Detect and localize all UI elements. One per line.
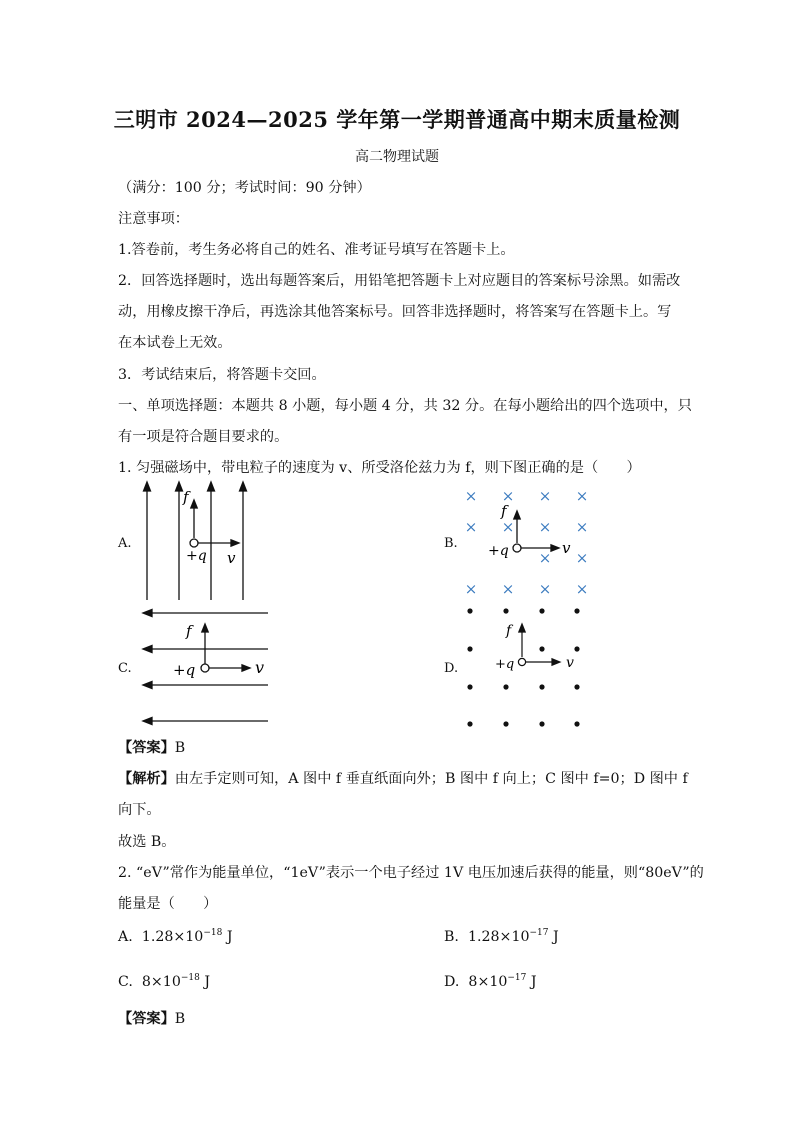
force-arrowhead [191, 500, 197, 508]
question-2-stem-line-1: 2. “eV”常作为能量单位，“1eV”表示一个电子经过 1V 电压加速后获得的能量，则“80eV”的 [118, 865, 704, 881]
force-label: f [506, 623, 512, 639]
analysis-label: 【解析】 [118, 771, 175, 787]
option-mantissa: 1.28×10 [467, 929, 530, 945]
charge-circle [190, 539, 198, 547]
cross-mark: × [538, 487, 552, 505]
cross-mark: × [538, 580, 552, 598]
figure-c [138, 603, 278, 728]
notes-heading: 注意事项： [118, 211, 189, 227]
option-label: B. [444, 929, 459, 945]
field-arrowhead [176, 482, 183, 491]
field-arrowhead [143, 682, 152, 689]
section-heading-line-2: 有一项是符合题目要求的。 [118, 429, 289, 445]
charge-label: +q [186, 548, 207, 564]
velocity-arrowhead [552, 659, 560, 665]
cross-mark: × [464, 580, 478, 598]
force-arrowhead [202, 624, 208, 632]
option-label: C. [118, 974, 133, 990]
answer-label: 【答案】 [118, 740, 175, 756]
note-2-line-3: 在本试卷上无效。 [118, 335, 232, 351]
q1-conclusion: 故选 B。 [118, 834, 176, 850]
option-exponent: −17 [529, 928, 549, 938]
q1-option-b-label: B. [444, 536, 458, 551]
cross-mark: × [464, 487, 478, 505]
force-label: f [183, 488, 189, 506]
field-arrowhead [240, 482, 247, 491]
q2-option-b [444, 928, 559, 945]
dot-mark [503, 608, 508, 613]
q1-option-a-label: A. [118, 536, 132, 551]
velocity-arrowhead [231, 540, 239, 546]
dot-mark [539, 684, 544, 689]
cross-mark: × [575, 580, 589, 598]
option-unit: J [199, 974, 211, 990]
answer-value: B [174, 740, 186, 756]
force-label: f [186, 622, 192, 640]
option-exponent: −18 [203, 928, 223, 938]
cross-mark: × [538, 549, 552, 567]
q1-option-d-label: D. [444, 661, 459, 676]
question-2-stem-line-2: 能量是（ ） [118, 896, 218, 912]
option-unit: J [222, 929, 233, 945]
q2-option-d [444, 973, 537, 990]
charge-label: +q [488, 543, 509, 559]
dot-mark [467, 721, 472, 726]
score-time: （满分：100 分；考试时间：90 分钟） [118, 180, 371, 196]
figure-d [455, 603, 605, 728]
cross-mark: × [464, 518, 478, 536]
option-label: A. [118, 929, 133, 945]
q2-answer [118, 1008, 185, 1028]
dot-mark [467, 608, 472, 613]
velocity-label: v [227, 549, 236, 567]
option-mantissa: 1.28×10 [141, 929, 204, 945]
force-label: f [501, 502, 507, 520]
field-arrowhead [143, 610, 152, 617]
section-heading-line-1: 一、单项选择题：本题共 8 小题，每小题 4 分，共 32 分。在每小题给出的四个选项中，只 [118, 398, 692, 414]
dot-mark [539, 646, 544, 651]
analysis-text: 由左手定则可知，A 图中 f 垂直纸面向外；B 图中 f 向上；C 图中 f=0；D 图中 f [174, 771, 688, 787]
velocity-label: v [562, 539, 571, 557]
option-mantissa: 8×10 [468, 974, 508, 990]
force-arrowhead [514, 511, 520, 519]
dot-mark [574, 721, 579, 726]
dot-mark [503, 721, 508, 726]
velocity-arrowhead [242, 665, 250, 671]
dot-mark [574, 608, 579, 613]
cross-mark: × [575, 549, 589, 567]
figure-b [455, 485, 605, 600]
charge-label: +q [495, 657, 515, 672]
cross-mark: × [501, 580, 515, 598]
note-3: 3．考试结束后，将答题卡交回。 [118, 367, 326, 383]
note-2-line-1: 2．回答选择题时，选出每题答案后，用铅笔把答题卡上对应题目的答案标号涂黑。如需改 [118, 273, 681, 289]
cross-mark: × [575, 518, 589, 536]
question-1-stem: 1. 匀强磁场中，带电粒子的速度为 v、所受洛伦兹力为 f，则下图正确的是（ ） [118, 460, 641, 476]
dot-mark [539, 721, 544, 726]
q1-option-c-label: C. [118, 661, 132, 676]
cross-mark: × [501, 487, 515, 505]
note-1: 1.答卷前，考生务必将自己的姓名、准考证号填写在答题卡上。 [118, 242, 515, 258]
q1-analysis-line-2: 向下。 [118, 802, 161, 818]
dot-mark [467, 646, 472, 651]
charge-circle [518, 658, 525, 665]
cross-mark: × [538, 518, 552, 536]
note-2-line-2: 动，用橡皮擦干净后，再选涂其他答案标号。回答非选择题时，将答案写在答题卡上。写 [118, 304, 672, 320]
charge-circle [513, 544, 521, 552]
option-unit: J [526, 974, 537, 990]
dot-mark [574, 646, 579, 651]
page-title: 三明市 2024—2025 学年第一学期普通高中期末质量检测 [113, 107, 681, 132]
dot-mark [503, 684, 508, 689]
option-mantissa: 8×10 [141, 974, 181, 990]
q2-option-c [118, 973, 210, 990]
answer-label: 【答案】 [118, 1011, 175, 1027]
option-exponent: −18 [180, 973, 200, 983]
field-arrowhead [144, 482, 151, 491]
velocity-label: v [255, 658, 265, 677]
answer-value: B [174, 1011, 186, 1027]
option-unit: J [548, 929, 559, 945]
option-label: D. [444, 974, 460, 990]
charge-circle [201, 664, 209, 672]
dot-mark [467, 684, 472, 689]
q1-analysis-line-1 [118, 768, 688, 788]
option-exponent: −17 [507, 973, 527, 983]
cross-mark: × [501, 518, 515, 536]
field-arrowhead [143, 718, 152, 725]
figure-a [135, 480, 275, 605]
dot-mark [574, 684, 579, 689]
velocity-label: v [566, 655, 574, 671]
q2-option-a [118, 928, 233, 945]
cross-mark: × [575, 487, 589, 505]
force-arrowhead [519, 624, 525, 632]
dot-mark [539, 608, 544, 613]
field-arrowhead [208, 482, 215, 491]
charge-label: +q [173, 661, 196, 679]
q1-answer [118, 737, 185, 757]
page-subtitle: 高二物理试题 [355, 149, 439, 165]
velocity-arrowhead [551, 545, 559, 551]
field-arrowhead [143, 646, 152, 653]
